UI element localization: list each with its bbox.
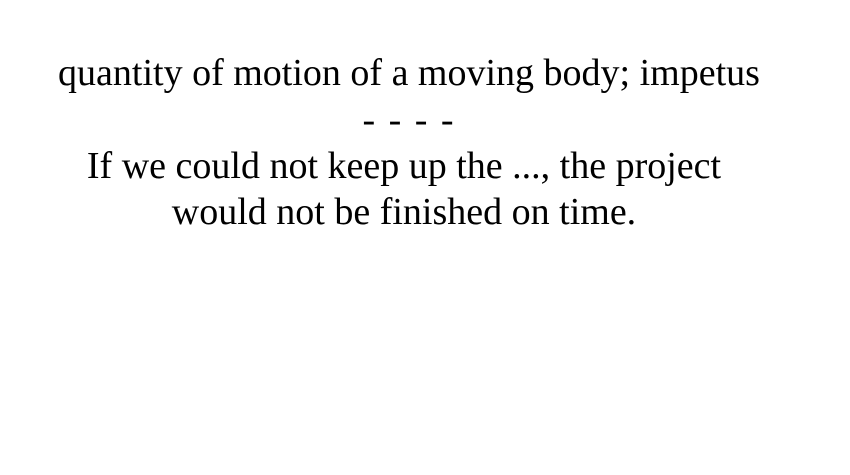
- separator: - - - -: [362, 99, 456, 141]
- definition-text: quantity of motion of a moving body; impetus: [58, 52, 760, 94]
- example-line-1: If we could not keep up the ..., the project: [86, 145, 722, 187]
- example-sentence: [0, 143, 808, 235]
- example-line-2: would not be finished on time.: [171, 191, 637, 233]
